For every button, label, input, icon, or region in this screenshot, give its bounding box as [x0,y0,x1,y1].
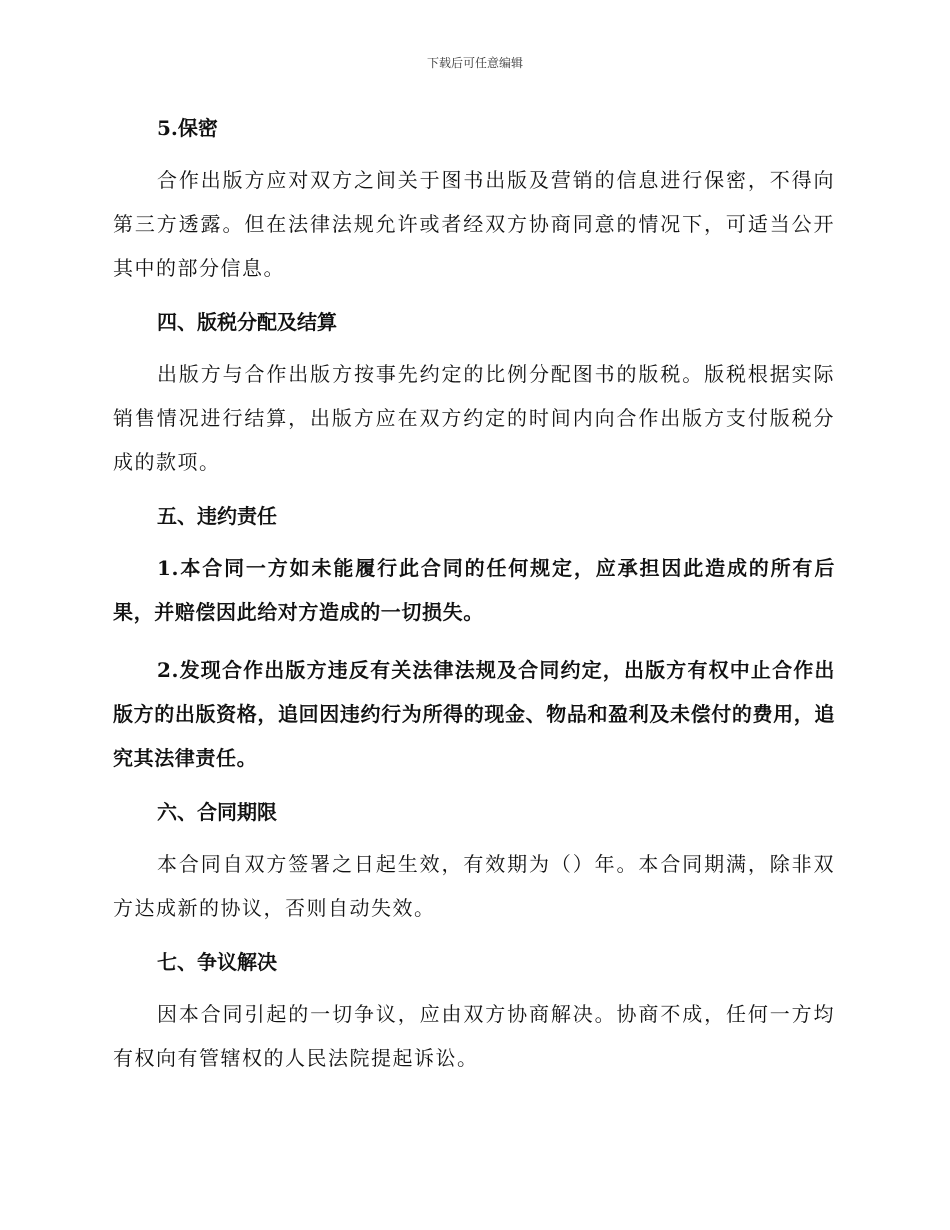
paragraph-breach-1: 1.本合同一方如未能履行此合同的任何规定，应承担因此造成的所有后果，并赔偿因此给对方造成的一切损失。 [113,556,835,624]
page-header: 下载后可任意编辑 [426,56,523,70]
paragraph-dispute: 因本合同引起的一切争议，应由双方协商解决。协商不成，任何一方均有权向有管辖权的人民法院提起诉讼。 [113,1002,835,1070]
paragraph-term: 本合同自双方签署之日起生效，有效期为（）年。本合同期满，除非双方达成新的协议，否则自动失效。 [113,852,835,920]
document-body [113,110,835,1094]
paragraph-royalty: 出版方与合作出版方按事先约定的比例分配图书的版税。版税根据实际销售情况进行结算，出版方应在双方约定的时间内向合作出版方支付版税分成的款项。 [113,362,835,474]
section-heading-breach: 五、违约责任 [157,504,277,528]
paragraph-breach-2: 2.发现合作出版方违反有关法律法规及合同约定，出版方有权中止合作出版方的出版资格，追回因违约行为所得的现金、物品和盈利及未偿付的费用，追究其法律责任。 [113,658,835,770]
section-heading-dispute: 七、争议解决 [157,950,277,974]
section-heading-confidentiality: 5.保密 [157,116,218,140]
section-heading-term: 六、合同期限 [157,800,277,824]
section-heading-royalty: 四、版税分配及结算 [157,310,337,334]
paragraph-confidentiality: 合作出版方应对双方之间关于图书出版及营销的信息进行保密，不得向第三方透露。但在法律法规允许或者经双方协商同意的情况下，可适当公开其中的部分信息。 [113,168,835,280]
